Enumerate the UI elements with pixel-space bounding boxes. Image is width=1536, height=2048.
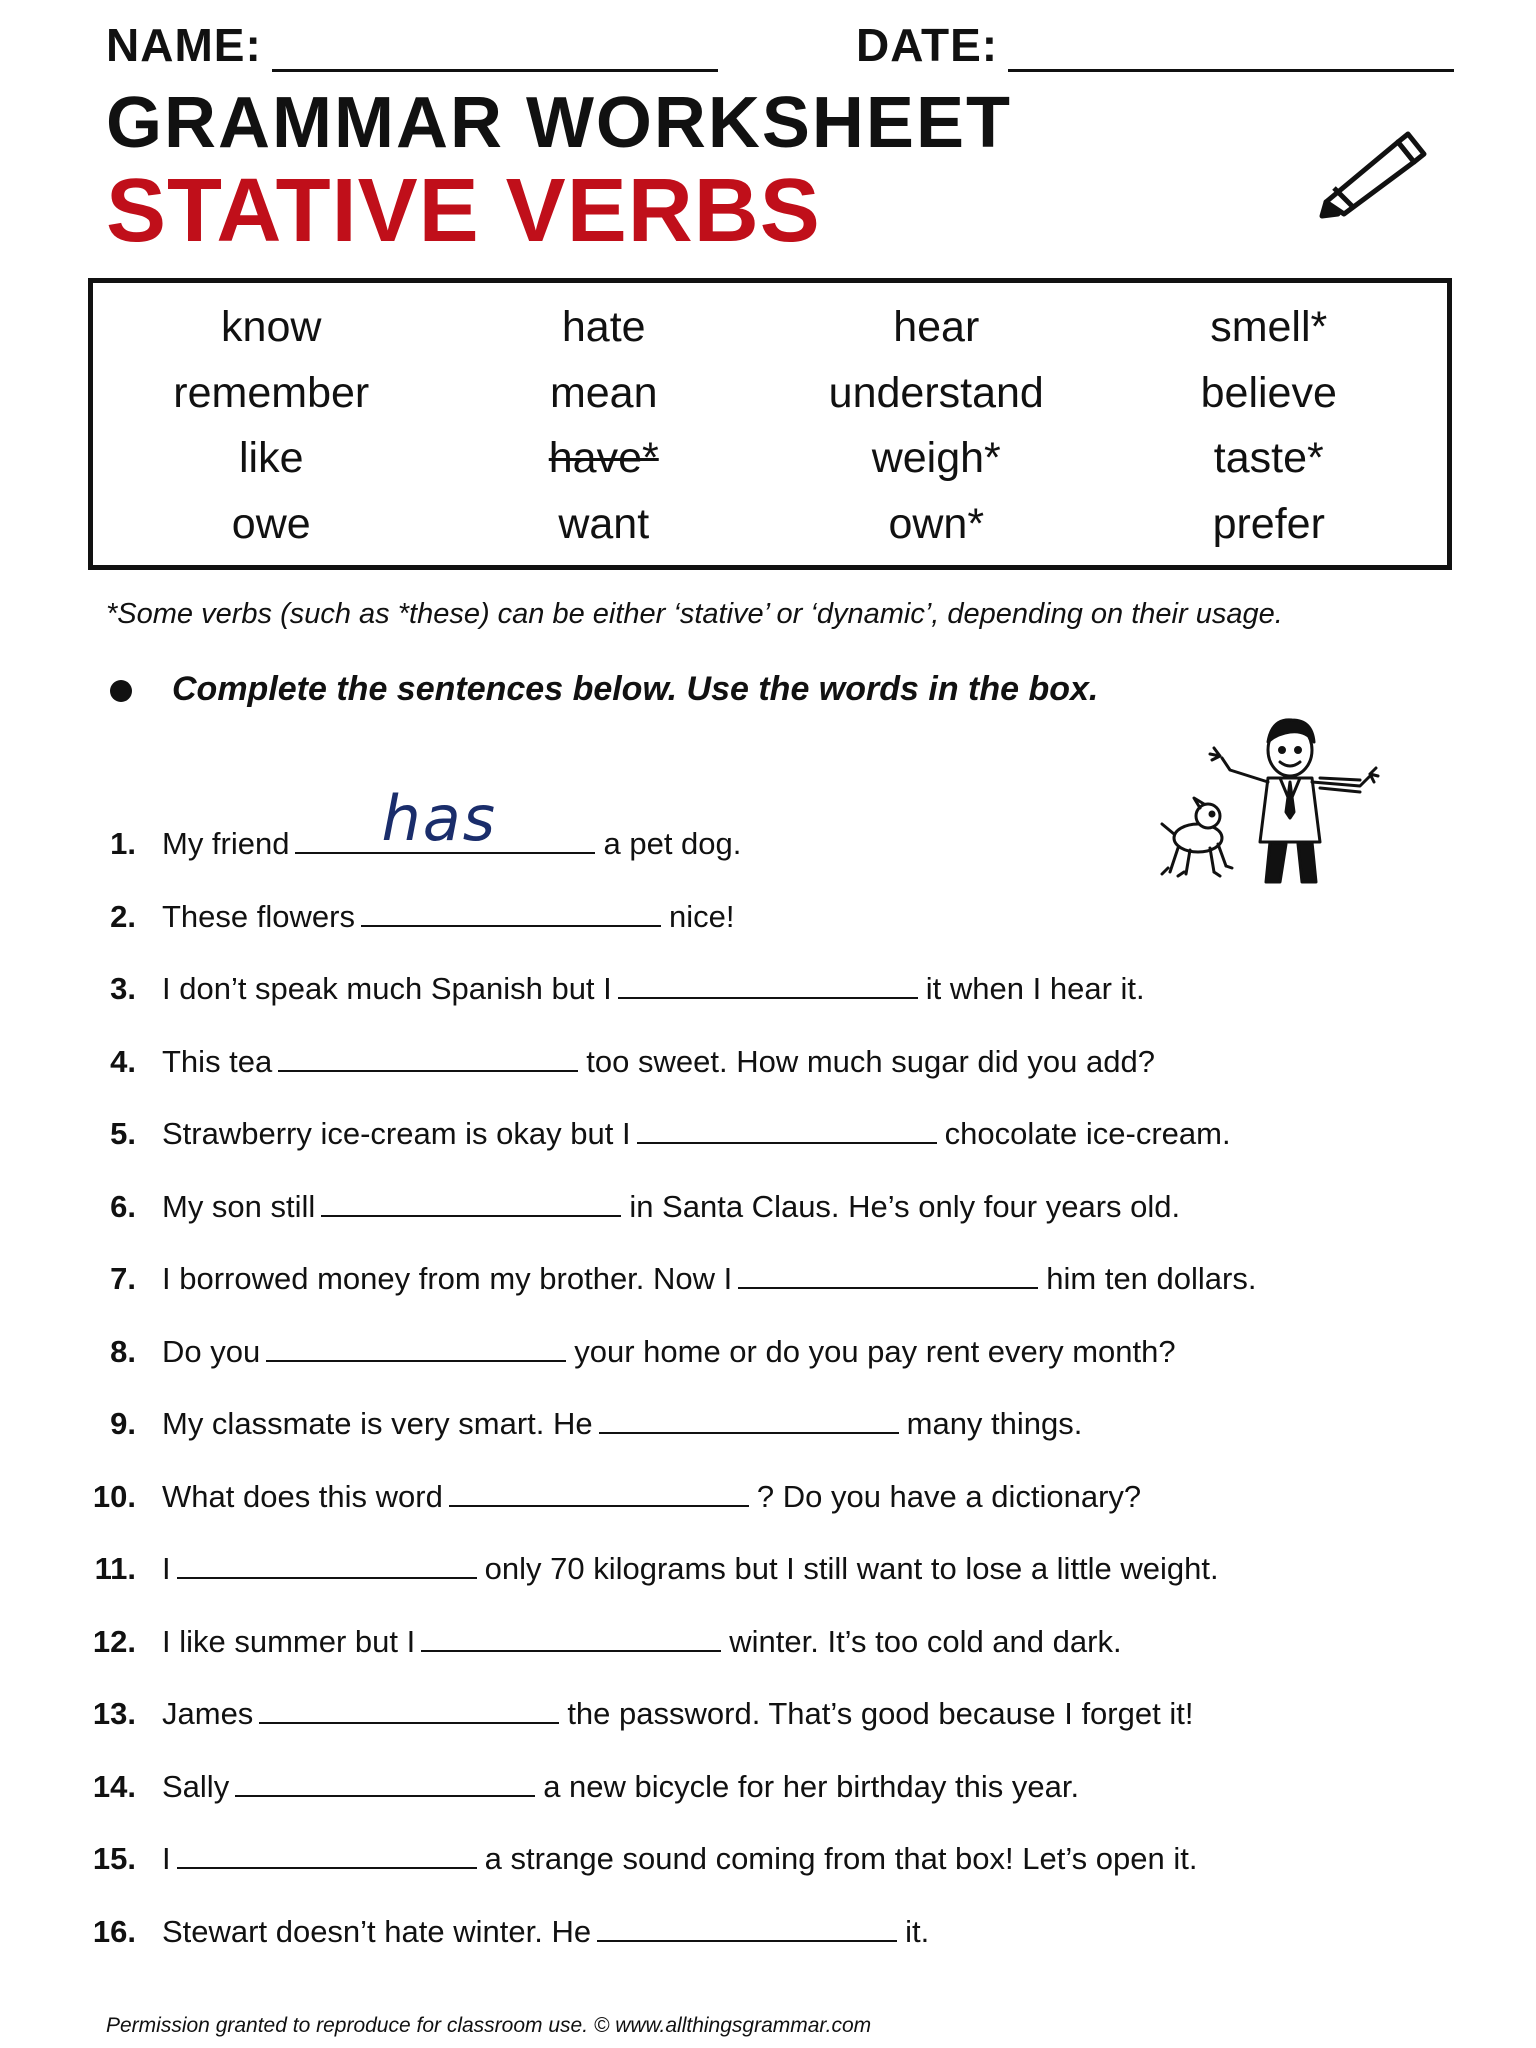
sentence-number: 2. bbox=[110, 898, 136, 934]
sentence-after: chocolate ice-cream. bbox=[944, 1116, 1231, 1151]
sentence-number: 7. bbox=[110, 1261, 136, 1296]
sentence-after: in Santa Claus. He’s only four years old. bbox=[629, 1188, 1181, 1224]
sentence-text bbox=[162, 1624, 1122, 1660]
sentence-before: Sally bbox=[162, 1768, 230, 1804]
sentence-after: a strange sound coming from that box! Let’s open it. bbox=[484, 1841, 1198, 1876]
answer-blank[interactable] bbox=[295, 782, 595, 855]
word-box bbox=[88, 278, 1452, 570]
sentence-before: This tea bbox=[162, 1043, 273, 1079]
sentence-number: 8. bbox=[110, 1333, 136, 1369]
word-owe: owe bbox=[231, 499, 311, 548]
sentence-before: Strawberry ice-cream is okay but I bbox=[162, 1116, 631, 1151]
sentence-text bbox=[162, 782, 742, 862]
sentence-before: Do you bbox=[162, 1333, 261, 1369]
sentence-before: I bbox=[162, 1551, 171, 1586]
worksheet-topic: STATIVE VERBS bbox=[106, 161, 821, 261]
word-remember: remember bbox=[173, 368, 370, 417]
sentence-text bbox=[162, 1261, 1256, 1297]
sentence-text bbox=[162, 1334, 1176, 1370]
sentence-after: a new bicycle for her birthday this year. bbox=[543, 1768, 1080, 1804]
sentence-text bbox=[162, 1479, 1141, 1515]
sentence-number: 4. bbox=[110, 1043, 136, 1079]
sentence-before: These flowers bbox=[162, 898, 355, 934]
sentence-text bbox=[162, 1696, 1193, 1732]
sentence-before: My friend bbox=[162, 826, 290, 861]
sentence-text bbox=[162, 1769, 1079, 1805]
answer-blank[interactable] bbox=[597, 1914, 897, 1942]
answer-blank[interactable] bbox=[177, 1551, 477, 1579]
sentence-after: it. bbox=[905, 1913, 930, 1949]
sentence-text bbox=[162, 1189, 1180, 1225]
usage-note: *Some verbs (such as *these) can be either ‘stative’ or ‘dynamic’, depending on their usage. bbox=[106, 598, 1283, 630]
sentence-after: the password. That’s good because I forget it! bbox=[567, 1696, 1194, 1731]
instruction-text: Complete the sentences below. Use the words in the box. bbox=[172, 670, 1099, 708]
word-weigh: weigh* bbox=[871, 434, 1001, 483]
sentence-after: many things. bbox=[906, 1406, 1083, 1441]
sentence-before: My classmate is very smart. He bbox=[162, 1406, 593, 1441]
sentence-number: 16. bbox=[92, 1913, 136, 1949]
word-want: want bbox=[558, 499, 650, 548]
sentence-before: What does this word bbox=[162, 1478, 443, 1514]
answer-blank[interactable] bbox=[278, 1044, 578, 1072]
answer-blank[interactable] bbox=[449, 1479, 749, 1507]
word-prefer: prefer bbox=[1212, 499, 1325, 548]
answer-blank[interactable] bbox=[321, 1189, 621, 1217]
name-field bbox=[106, 18, 718, 72]
sentence-after: too sweet. How much sugar did you add? bbox=[586, 1043, 1155, 1079]
sentence-number: 3. bbox=[110, 971, 136, 1006]
sentence-text bbox=[162, 1551, 1219, 1587]
word-hear: hear bbox=[893, 303, 980, 352]
word-mean: mean bbox=[549, 368, 658, 417]
bullet-icon bbox=[110, 680, 132, 702]
sentence-number: 15. bbox=[92, 1841, 136, 1876]
sentence-text bbox=[162, 1044, 1155, 1080]
answer-blank[interactable] bbox=[599, 1406, 899, 1434]
word-hate: hate bbox=[561, 303, 646, 352]
footer-permission: Permission granted to reproduce for classroom use. © www.allthingsgrammar.com bbox=[106, 2014, 872, 2037]
sentence-before: I don’t speak much Spanish but I bbox=[162, 971, 612, 1006]
answer-blank[interactable] bbox=[177, 1841, 477, 1869]
sentence-number: 1. bbox=[110, 826, 136, 861]
word-have-struck bbox=[438, 434, 771, 483]
sentence-text bbox=[162, 1914, 929, 1950]
date-blank[interactable] bbox=[1008, 29, 1454, 72]
word-understand: understand bbox=[828, 368, 1044, 417]
sentence-number: 10. bbox=[92, 1478, 136, 1514]
word-smell: smell* bbox=[1210, 303, 1328, 352]
word-have: have* bbox=[548, 434, 659, 483]
sentence-number: 9. bbox=[110, 1406, 136, 1441]
sentence-text bbox=[162, 1841, 1197, 1877]
sentence-text bbox=[162, 971, 1145, 1007]
sentence-after: it when I hear it. bbox=[925, 971, 1145, 1006]
answer-blank[interactable] bbox=[361, 899, 661, 927]
sentence-before: I bbox=[162, 1841, 171, 1876]
answer-blank[interactable] bbox=[637, 1116, 937, 1144]
answer-blank[interactable] bbox=[259, 1696, 559, 1724]
answer-blank[interactable] bbox=[738, 1261, 1038, 1289]
date-label: DATE: bbox=[856, 19, 999, 71]
sentence-number: 5. bbox=[110, 1116, 136, 1151]
date-field bbox=[856, 18, 1454, 72]
sentence-text bbox=[162, 1116, 1231, 1152]
sentence-after: a pet dog. bbox=[603, 826, 742, 861]
sentence-before: I like summer but I bbox=[162, 1623, 416, 1659]
answer-blank[interactable] bbox=[618, 971, 918, 999]
man-and-dog-illustration bbox=[1160, 712, 1386, 888]
sentence-number: 12. bbox=[92, 1623, 136, 1659]
word-own: own* bbox=[888, 499, 985, 548]
word-believe: believe bbox=[1200, 368, 1337, 417]
word-taste: taste* bbox=[1213, 434, 1324, 483]
sentence-number: 6. bbox=[110, 1188, 136, 1224]
answer-blank[interactable] bbox=[235, 1769, 535, 1797]
sentence-after: your home or do you pay rent every month? bbox=[574, 1333, 1176, 1369]
answer-blank[interactable] bbox=[266, 1334, 566, 1362]
sentence-before: James bbox=[162, 1696, 254, 1731]
handwritten-answer: has bbox=[381, 782, 498, 855]
answer-blank[interactable] bbox=[421, 1624, 721, 1652]
word-know: know bbox=[221, 303, 322, 352]
sentence-number: 14. bbox=[92, 1768, 136, 1804]
sentence-before: I borrowed money from my brother. Now I bbox=[162, 1261, 733, 1296]
sentence-text bbox=[162, 1406, 1082, 1442]
sentence-after: nice! bbox=[668, 898, 735, 934]
sentence-after: ? Do you have a dictionary? bbox=[756, 1478, 1142, 1514]
sentence-number: 11. bbox=[94, 1551, 136, 1586]
worksheet-title: GRAMMAR WORKSHEET bbox=[106, 83, 1012, 163]
sentence-before: My son still bbox=[162, 1188, 316, 1224]
sentence-text bbox=[162, 899, 734, 935]
sentence-number: 13. bbox=[92, 1696, 136, 1731]
pencil-icon bbox=[1318, 128, 1430, 220]
name-blank[interactable] bbox=[272, 29, 718, 72]
word-like: like bbox=[238, 434, 304, 483]
sentence-after: him ten dollars. bbox=[1046, 1261, 1257, 1296]
sentence-after: winter. It’s too cold and dark. bbox=[729, 1623, 1122, 1659]
sentence-before: Stewart doesn’t hate winter. He bbox=[162, 1913, 592, 1949]
sentence-after: only 70 kilograms but I still want to lose a little weight. bbox=[484, 1551, 1219, 1586]
name-label: NAME: bbox=[106, 19, 262, 71]
